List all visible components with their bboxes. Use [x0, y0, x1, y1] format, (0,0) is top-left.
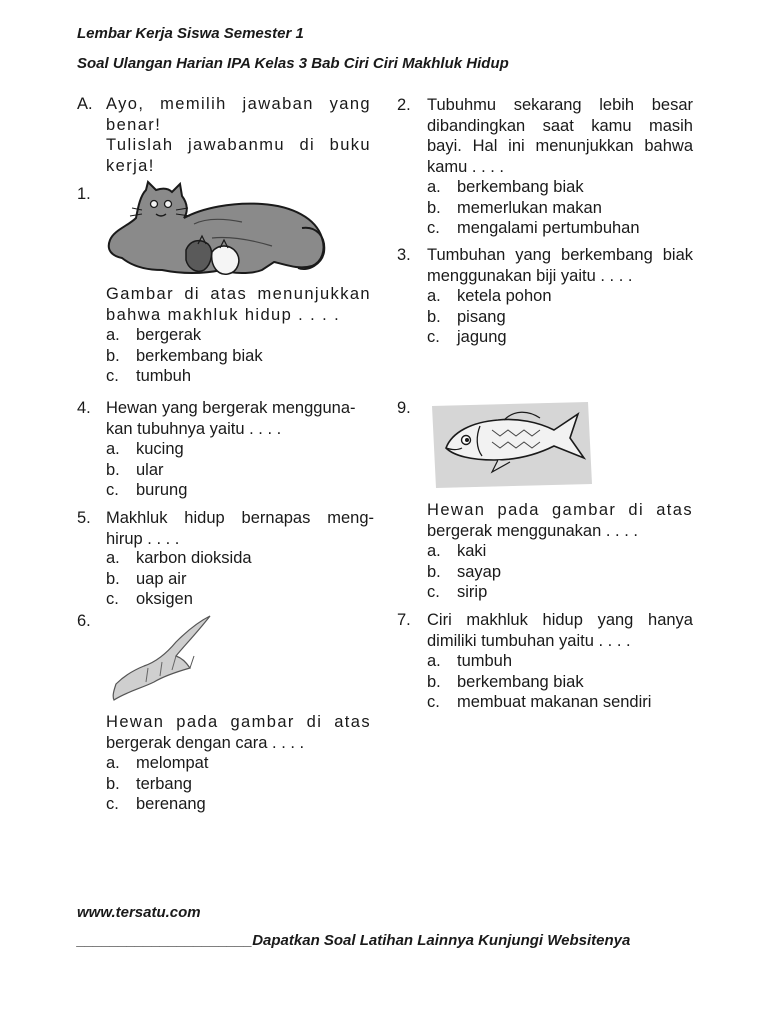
- option-letter: a.: [427, 287, 441, 305]
- option-c[interactable]: [106, 366, 263, 387]
- question-line: kamu . . . .: [427, 157, 505, 176]
- instruction-line: Ayo, memilih jawaban yang: [106, 95, 371, 113]
- option-letter: b.: [106, 569, 120, 588]
- question-line: Makhluk hidup bernapas meng-: [106, 509, 374, 527]
- question-line: dimiliki tumbuhan yaitu . . . .: [427, 631, 631, 650]
- option-text: uap air: [136, 569, 187, 588]
- option-letter: a.: [106, 440, 120, 458]
- option-text: tumbuh: [457, 652, 513, 670]
- option-letter: b.: [427, 307, 441, 326]
- option-text: kucing: [136, 440, 184, 458]
- question-number: 4.: [77, 399, 91, 417]
- option-c[interactable]: [106, 589, 252, 610]
- option-a[interactable]: [427, 286, 552, 307]
- option-text: ketela pohon: [457, 287, 552, 305]
- question-line: bergerak dengan cara . . . .: [106, 733, 305, 752]
- option-b[interactable]: [427, 307, 552, 328]
- question-4-options: [106, 439, 187, 501]
- option-text: jagung: [457, 328, 507, 346]
- option-a[interactable]: [106, 753, 208, 774]
- option-c[interactable]: [427, 582, 501, 603]
- question-line: bayi. Hal ini menunjukkan bahwa: [427, 137, 693, 155]
- option-letter: a.: [427, 178, 441, 196]
- footer-line: [77, 932, 630, 949]
- option-text: membuat makanan sendiri: [457, 693, 652, 711]
- option-text: mengalami pertumbuhan: [457, 219, 640, 237]
- option-letter: b.: [427, 562, 441, 581]
- option-text: berenang: [136, 795, 206, 813]
- option-text: tumbuh: [136, 367, 192, 385]
- question-line: dibandingkan saat kamu masih: [427, 116, 693, 135]
- section-marker: A.: [77, 95, 93, 113]
- website-link[interactable]: www.tersatu.com: [77, 904, 201, 921]
- question-line: Tumbuhan yang berkembang biak: [427, 246, 693, 264]
- bird-wing-image: [106, 612, 216, 702]
- worksheet-title: Lembar Kerja Siswa Semester 1: [77, 25, 304, 42]
- option-letter: b.: [106, 774, 120, 793]
- option-b[interactable]: [427, 198, 640, 219]
- question-line: kan tubuhnya yaitu . . . .: [106, 419, 282, 438]
- option-letter: c.: [106, 367, 119, 385]
- question-number: 3.: [397, 246, 411, 264]
- question-line: hirup . . . .: [106, 529, 180, 548]
- question-line: Hewan yang bergerak mengguna-: [106, 399, 356, 417]
- option-letter: b.: [427, 672, 441, 691]
- question-line: menggunakan biji yaitu . . . .: [427, 266, 633, 285]
- question-7-options: [427, 651, 651, 713]
- question-number: 1.: [77, 185, 91, 203]
- question-4-text: [106, 398, 374, 439]
- option-a[interactable]: [106, 548, 252, 569]
- option-text: memerlukan makan: [457, 198, 602, 217]
- instruction-line: benar!: [106, 115, 162, 134]
- question-line: bahwa makhluk hidup . . . .: [106, 305, 341, 324]
- option-c[interactable]: [106, 794, 208, 815]
- option-letter: a.: [106, 549, 120, 567]
- option-letter: c.: [427, 583, 440, 601]
- option-letter: c.: [106, 590, 119, 608]
- section-instructions: [106, 94, 371, 176]
- option-letter: a.: [427, 542, 441, 560]
- option-letter: b.: [106, 346, 120, 365]
- option-letter: b.: [427, 198, 441, 217]
- question-3-options: [427, 286, 552, 348]
- question-9-text: [427, 500, 693, 541]
- option-a[interactable]: [427, 541, 501, 562]
- option-letter: a.: [106, 326, 120, 344]
- question-number: 5.: [77, 509, 91, 527]
- question-number: 7.: [397, 611, 411, 629]
- question-number: 2.: [397, 96, 411, 114]
- option-letter: a.: [106, 754, 120, 772]
- option-b[interactable]: [106, 460, 187, 481]
- question-line: Hewan pada gambar di atas: [427, 501, 693, 519]
- question-2-text: [427, 95, 693, 177]
- question-3-text: [427, 245, 693, 286]
- instruction-line: kerja!: [106, 156, 155, 175]
- question-7-text: [427, 610, 693, 651]
- option-text: melompat: [136, 754, 209, 772]
- option-letter: c.: [427, 219, 440, 237]
- option-text: sayap: [457, 562, 502, 581]
- option-text: ular: [136, 460, 164, 479]
- footer-tagline: Dapatkan Soal Latihan Lainnya Kunjungi Websitenya: [252, 932, 631, 949]
- question-6-options: [106, 753, 208, 815]
- footer-underline: _____________________: [77, 932, 253, 949]
- option-text: oksigen: [136, 590, 193, 608]
- option-letter: b.: [106, 460, 120, 479]
- question-1-text: [106, 284, 371, 325]
- option-text: bergerak: [136, 326, 202, 344]
- question-line: Tubuhmu sekarang lebih besar: [427, 96, 693, 114]
- option-b[interactable]: [106, 774, 208, 795]
- option-a[interactable]: [106, 325, 263, 346]
- question-6-text: [106, 712, 371, 753]
- cat-nursing-kittens-image: [102, 178, 328, 280]
- option-b[interactable]: [106, 346, 263, 367]
- option-c[interactable]: [427, 692, 651, 713]
- question-1-options: [106, 325, 263, 387]
- question-number: 6.: [77, 612, 91, 630]
- option-text: berkembang biak: [136, 346, 263, 365]
- option-text: berkembang biak: [457, 672, 584, 691]
- option-a[interactable]: [427, 177, 640, 198]
- option-text: terbang: [136, 774, 192, 793]
- option-b[interactable]: [427, 672, 651, 693]
- question-line: bergerak menggunakan . . . .: [427, 521, 638, 540]
- worksheet-subtitle: Soal Ulangan Harian IPA Kelas 3 Bab Ciri Ciri Makhluk Hidup: [77, 55, 509, 72]
- option-letter: c.: [427, 693, 440, 711]
- option-c[interactable]: [106, 480, 187, 501]
- option-letter: a.: [427, 652, 441, 670]
- question-number: 9.: [397, 399, 411, 417]
- option-b[interactable]: [427, 562, 501, 583]
- option-letter: c.: [427, 328, 440, 346]
- question-2-options: [427, 177, 640, 239]
- question-5-options: [106, 548, 252, 610]
- option-c[interactable]: [427, 327, 552, 348]
- option-letter: c.: [106, 481, 119, 499]
- option-text: pisang: [457, 307, 506, 326]
- option-letter: c.: [106, 795, 119, 813]
- option-a[interactable]: [106, 439, 187, 460]
- option-a[interactable]: [427, 651, 651, 672]
- question-line: Ciri makhluk hidup yang hanya: [427, 611, 693, 629]
- question-9-options: [427, 541, 501, 603]
- option-text: berkembang biak: [457, 178, 584, 196]
- question-line: Gambar di atas menunjukkan: [106, 285, 371, 303]
- option-text: sirip: [457, 583, 488, 601]
- fish-image: [428, 400, 594, 490]
- option-b[interactable]: [106, 569, 252, 590]
- question-5-text: [106, 508, 374, 549]
- option-text: karbon dioksida: [136, 549, 252, 567]
- instruction-line: Tulislah jawabanmu di buku: [106, 136, 371, 154]
- option-text: kaki: [457, 542, 487, 560]
- option-c[interactable]: [427, 218, 640, 239]
- question-line: Hewan pada gambar di atas: [106, 713, 371, 731]
- option-text: burung: [136, 481, 188, 499]
